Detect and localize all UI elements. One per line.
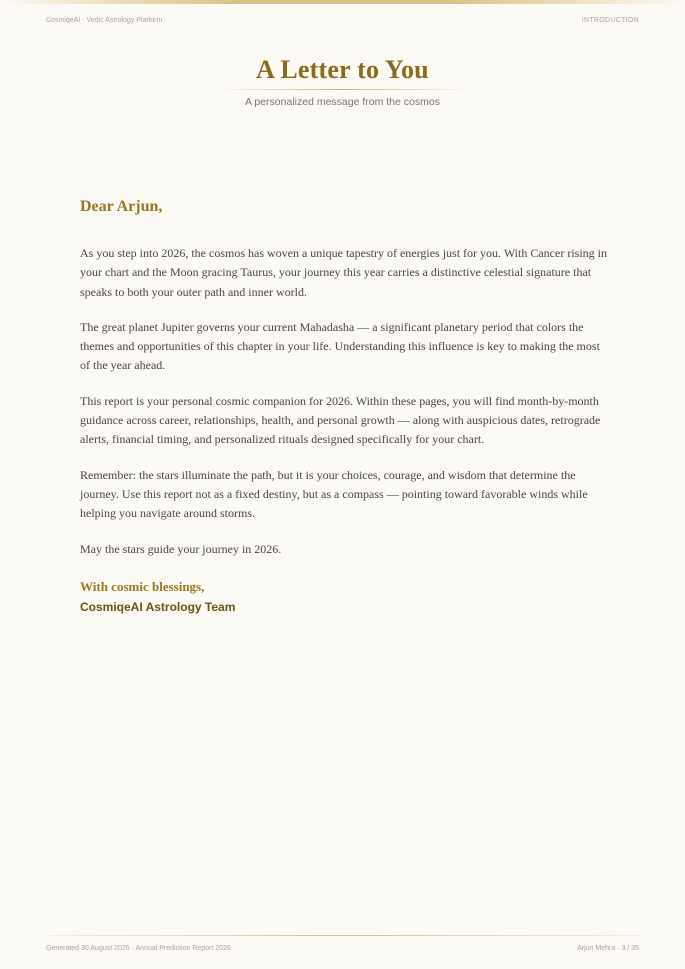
footer-generated: Generated 30 August 2026 · Annual Prediction Report 2026: [46, 945, 231, 952]
top-decorative-rule: [0, 0, 685, 4]
letter-paragraph: As you step into 2026, the cosmos has woven a unique tapestry of energies just for you. With Cancer rising in your chart and the Moon gracing Taurus, your journey this year carries a distinctive celestial signature that speaks to both your outer path and inner world.: [80, 246, 607, 299]
running-footer: [46, 945, 639, 952]
letter-paragraph: Remember: the stars illuminate the path, but it is your choices, courage, and wisdom that determine the journey. Use this report not as a fixed destiny, but as a compass — pointing toward favorable winds while helping you navigate around storms.: [80, 467, 588, 521]
header-brand: CosmiqeAI · Vedic Astrology Platform: [46, 17, 163, 24]
letter-paragraph: This report is your personal cosmic companion for 2026. Within these pages, you will find month-by-month guidance across career, relationships, health, and personal growth — along with auspicious dates, retrograde alerts, financial timing, and personalized rituals designed specifically for your chart.: [80, 393, 601, 447]
letter-signature: CosmiqeAI Astrology Team: [80, 599, 236, 614]
letter-body: [80, 198, 610, 614]
header-section: INTRODUCTION: [581, 17, 639, 24]
running-header: [46, 17, 639, 24]
letter-signoff: With cosmic blessings,: [80, 578, 205, 594]
page-subtitle: A personalized message from the cosmos: [245, 96, 440, 108]
letter-paragraph: May the stars guide your journey in 2026.: [80, 541, 282, 556]
footer-page-number: Arjun Mehra · 3 / 35: [577, 945, 639, 952]
footer-rule: [46, 935, 639, 936]
letter-greeting: Dear Arjun,: [80, 198, 163, 215]
title-underline: [215, 89, 470, 90]
letter-paragraph: The great planet Jupiter governs your current Mahadasha — a significant planetary period that colors the themes and opportunities of this chapter in your life. Understanding this influence is key to making the most of the year ahead.: [80, 319, 600, 373]
page-title: A Letter to You: [256, 55, 429, 84]
